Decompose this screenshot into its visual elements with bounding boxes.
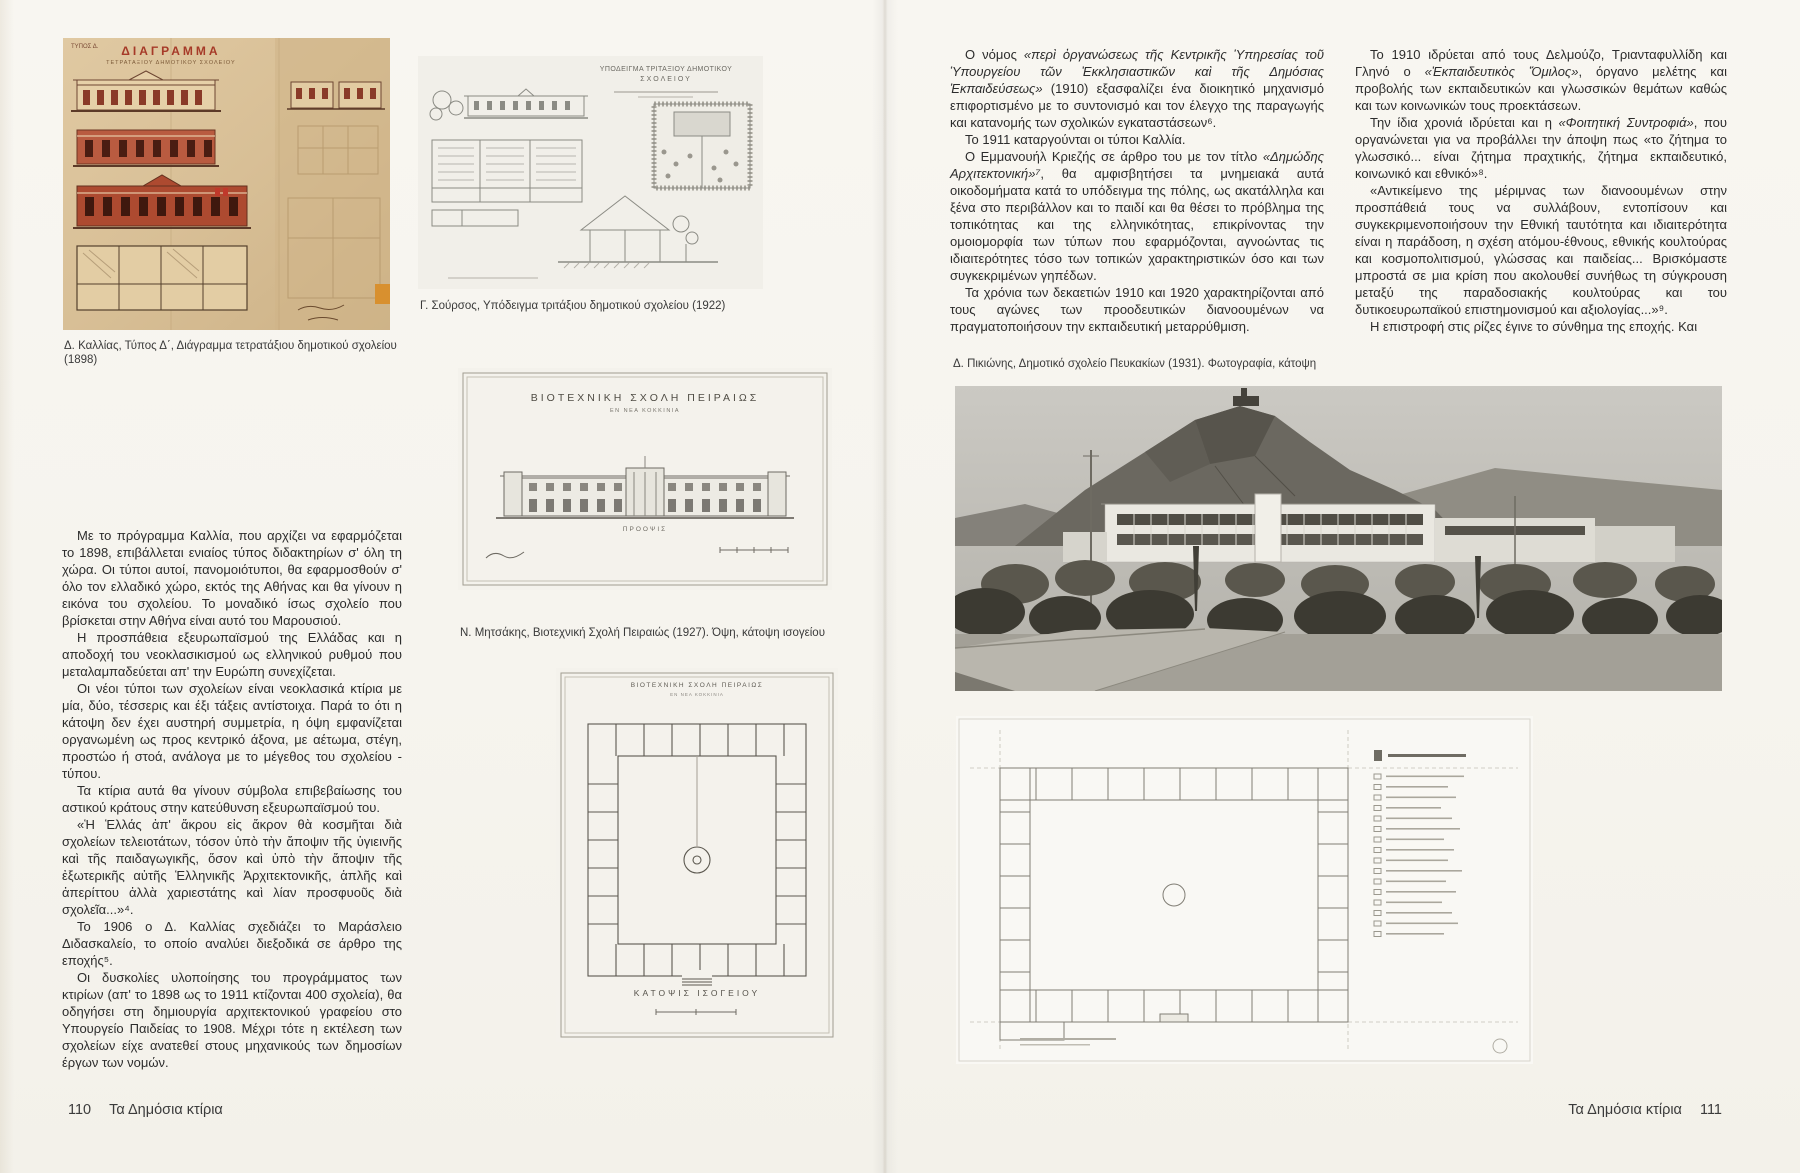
body-paragraph: Τα χρόνια των δεκαετιών 1910 και 1920 χαρακτηρίζονται από τους αγώνες των προοδευτικών διανοουμένων να πραγματοποιήσουν την εκπαιδευτική μεταρρύθμιση. xyxy=(950,285,1324,334)
figure-soursos-model xyxy=(418,56,763,289)
figure-drawing-label: ΠΡΟΟΨΙΣ xyxy=(622,526,668,533)
figure-caption: Γ. Σούρσος, Υπόδειγμα τριτάξιου δημοτικού σχολείου (1922) xyxy=(420,300,726,312)
body-paragraph: Το 1906 ο Δ. Καλλίας σχεδιάζει το Μαράσλειο Διδασκαλείο, το οποίο αναλύει διεξοδικά σε άρθρο της εποχής⁵. xyxy=(62,919,402,968)
figure-drawing-label: ΚΑΤΟΨΙΣ ΙΣΟΓΕΙΟΥ xyxy=(633,988,761,998)
page-number: 111 xyxy=(1699,1102,1722,1118)
figure-header-line2: ΣΧΟΛΕΙΟΥ xyxy=(640,76,692,83)
pikionis-school-photo-art xyxy=(955,386,1722,691)
figure-title: ΒΙΟΤΕΧΝΙΚΗ ΣΧΟΛΗ ΠΕΙΡΑΙΩΣ xyxy=(530,392,760,404)
figure-subtitle: ΤΕΤΡΑΤΑΞΙΟΥ ΔΗΜΟΤΙΚΟΥ ΣΧΟΛΕΙΟΥ xyxy=(106,60,236,66)
page-fold xyxy=(872,0,898,1173)
left-page-body-text xyxy=(62,527,402,1071)
right-page-column-1 xyxy=(950,46,1324,335)
figure-header-line1: ΥΠΟΔΕΙΓΜΑ ΤΡΙΤΑΞΙΟΥ ΔΗΜΟΤΙΚΟΥ xyxy=(599,66,733,73)
body-paragraph: Οι δυσκολίες υλοποίησης του προγράμματος των κτιρίων (απ' το 1898 ως το 1911 κτίζονται 400 σχολεία), θα οδηγήσει στη δημιουργία αρχιτεκτονικού γραφείου στο Υπουργείο Παιδείας το 1908. Μέχρι τότε η εκτέλεση των σχολείων είχε ανατεθεί στους μηχανικούς των δημοσίων έργων των νομών. xyxy=(62,970,402,1070)
soursos-model-art xyxy=(418,56,763,289)
figure-subtitle: ΕΝ ΝΕΑ ΚΟΚΚΙΝΙΑ xyxy=(670,692,724,697)
figure-mitsakis-plan xyxy=(556,668,838,1042)
figure-subtitle: ΕΝ ΝΕΑ ΚΟΚΚΙΝΙΑ xyxy=(609,408,680,414)
figure-title: ΒΙΟΤΕΧΝΙΚΗ ΣΧΟΛΗ ΠΕΙΡΑΙΩΣ xyxy=(630,682,764,689)
body-paragraph: Η επιστροφή στις ρίζες έγινε το σύνθημα της εποχής. Και xyxy=(1370,319,1698,334)
figure-caption: Δ. Καλλίας, Τύπος Δ΄, Διάγραμμα τετρατάξιου δημοτικού σχολείου (1898) xyxy=(64,340,397,366)
body-paragraph: Το 1910 ιδρύεται από τους Δελμούζο, Τριανταφυλλίδη και Γληνό ο «Ἐκπαιδευτικὸς Ὅμιλος», όργανο μελέτης και προβολής των εκπαιδευτικών και γλωσσικών θεμάτων καθώς και των κοινωνικών τους προεκτάσεων. xyxy=(1355,47,1728,113)
figure-type-label: ΤΥΠΟΣ Δ. xyxy=(71,44,99,50)
left-page-footer xyxy=(68,1102,223,1118)
body-paragraph: Ο Εμμανουήλ Κριεζής σε άρθρο του με τον τίτλο «Δημώδης Αρχιτεκτονική»⁷, θα αμφισβητήσει τα μνημειακά αυτά οικοδομήματα κατά το υπόδειγμα της πόλης, ως ακατάλληλα και ξένα στο περιβάλλον και το παιδί και θα θέσει το πρόβλημα της τοπικότητας και της ελληνικότητας, επικρίνοντας την ομοιομορφία των τύπων που εφαρμόζονται, αγνοώντας τις ιδιαιτερότητες τόσο των τοπικών χαρακτηριστικών όσο και των συγκεκριμένων γηπέδων. xyxy=(950,149,1324,283)
body-paragraph: Την ίδια χρονιά ιδρύεται και η «Φοιτητική Συντροφιά», που οργανώνεται για να προβάλλει την άποψη πως «το ζήτημα το γλωσσικό... είναι ζήτημα πραχτικής, ζήτημα εκπαιδευτικό, κοινωνικό και εθνικό»⁸. xyxy=(1355,115,1728,181)
figure-caption: Ν. Μητσάκης, Βιοτεχνική Σχολή Πειραιώς (1927). Όψη, κάτοψη ισογείου xyxy=(460,627,825,639)
body-paragraph: «Ἡ Ἑλλάς ἀπ' ἄκρου εἰς ἄκρον θὰ κοσμῆται διὰ σχολείων τελειοτάτων, τόσον ὑπὸ τὴν ἄποψιν τῆς ὑγιεινῆς καὶ τῆς παιδαγωγικῆς, ὅσον καὶ ὑπὸ τὴν ἄποψιν τῆς ἐξωτερικῆς αὐτῆς Ἑλληνικῆς Ἀρχιτεκτονικῆς, ἁπλῆς καὶ ἀπερίττου ἀλλὰ χαριεστάτης καὶ λίαν προσφυοῦς διὰ σχολεῖα...»⁴. xyxy=(62,817,402,917)
running-title: Τα Δημόσια κτίρια xyxy=(109,1102,223,1118)
page-number: 110 xyxy=(68,1102,92,1118)
figure-kallias-diagram xyxy=(63,38,390,330)
body-paragraph: Τα κτίρια αυτά θα γίνουν σύμβολα επιβεβαίωσης του αστικού κράτους στην κατεύθυνση εξευρωπαϊσμού του. xyxy=(62,783,402,815)
figure-title: ΔΙΑΓΡΑΜΜΑ xyxy=(121,44,221,58)
running-title: Τα Δημόσια κτίρια xyxy=(1568,1102,1682,1118)
body-paragraph: «Αντικείμενο της μέριμνας των διανοουμένων στην προσπάθειά τους να συλλάβουν, εντοπίσουν και συγκεκριμενοποιήσουν την Εθνική ταυτότητα και ιδιαιτερότητα είναι η παράδοση, η σχέση ατόμου-έθνους, εθνικής κουλτούρας και κοσμοπολιτισμού, γλώσσας και παιδείας... Βρισκόμαστε μπροστά σε μια κρίση που ακολουθεί συνήθως τη σύγκρουση μεταξύ της παραδοσιακής κουλτούρας και του δυτικοευρωπαϊκού επιστημονισμού και αξιολογίας...»⁹. xyxy=(1355,183,1727,317)
body-paragraph: Ο νόμος «περὶ ὀργανώσεως τῆς Κεντρικῆς Ὑπηρεσίας τοῦ Ὑπουργείου τῶν Ἐκκλησιαστικῶν καὶ τῆς Δημόσιας Ἐκπαιδεύσεως» (1910) εξασφαλίζει ένα διοικητικό μηχανισμό επιφορτισμένο με το συντονισμό και τον έλεγχο της παραγωγής και κατανομής των σχολικών εγκαταστάσεων⁶. xyxy=(950,47,1324,130)
right-page-footer xyxy=(1568,1102,1722,1118)
kallias-diagram-art xyxy=(63,38,390,330)
body-paragraph: Η προσπάθεια εξευρωπαϊσμού της Ελλάδας και η αποδοχή του νεοκλασικισμού ως ελληνικού ρυθμού που μεταλαμπαδεύεται απ' την Ευρώπη συνεχίζεται. xyxy=(62,630,402,679)
page-left-edge-shading xyxy=(0,0,14,1173)
right-page-column-2 xyxy=(1355,46,1727,335)
photo-caption: Δ. Πικιώνης, Δημοτικό σχολείο Πευκακίων (1931). Φωτογραφία, κάτοψη xyxy=(953,358,1317,370)
mitsakis-plan-art xyxy=(556,668,838,1042)
pikionis-plan-art xyxy=(956,716,1533,1064)
photo-pikionis-school xyxy=(955,386,1722,691)
body-paragraph: Το 1911 καταργούνται οι τύποι Καλλία. xyxy=(965,132,1186,147)
figure-mitsakis-elevation xyxy=(458,368,832,590)
body-paragraph: Οι νέοι τύποι των σχολείων είναι νεοκλασικά κτίρια με μία, δύο, τέσσερις και έξι τάξεις αντίστοιχα. Παρά το ότι η κάτοψη δεν έχει αυστηρή συμμετρία, η όψη εμφανίζεται οργανωμένη ως προς κεντρικό άξονα, με αέτωμα, στέγη, προστώο ή στοά, ανάλογα με το μέγεθος του σχολείου - τύπου. xyxy=(62,681,402,781)
figure-pikionis-plan xyxy=(956,716,1533,1064)
body-paragraph: Με το πρόγραμμα Καλλία, που αρχίζει να εφαρμόζεται το 1898, επιβάλλεται ενιαίος τύπος διδακτηρίων σ' όλη τη χώρα. Οι τύποι αυτοί, πανομοιότυποι, θα εφαρμοσθούν σ' όλο τον ελλαδικό χώρο, εκτός της Αθήνας και θα γίνουν η εικόνα του σχολείου. Το μοναδικό ίσως σχολείο που βρίσκεται στην Αθήνα είναι αυτό του Μαρουσιού. xyxy=(62,528,402,628)
